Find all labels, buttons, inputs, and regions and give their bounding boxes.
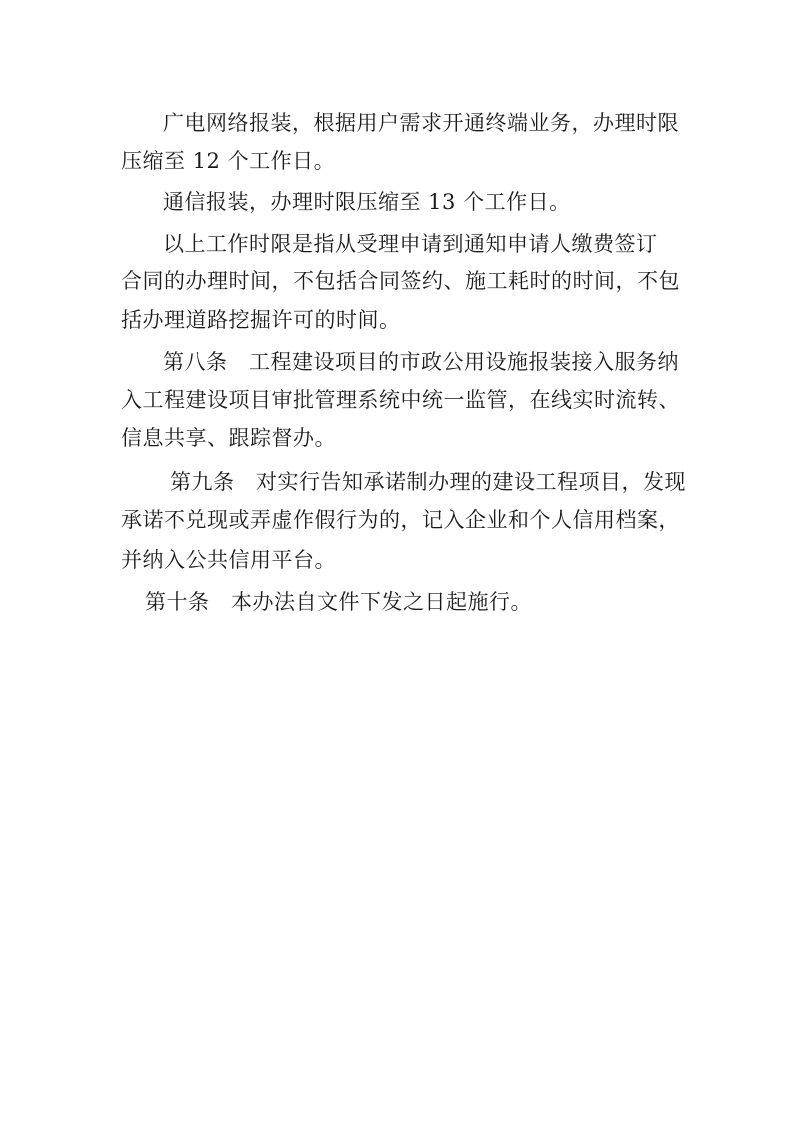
paragraph-line: 并纳入公共信用平台。 [121, 548, 336, 572]
paragraph-line: 括办理道路挖掘许可的时间。 [121, 308, 401, 332]
paragraph-line: 信息共享、跟踪督办。 [121, 426, 336, 450]
paragraph-line: 以上工作时限是指从受理申请到通知申请人缴费签订 [163, 232, 658, 256]
article-8-line: 第八条 工程建设项目的市政公用设施报装接入服务纳 [163, 350, 679, 374]
paragraph-line: 广电网络报装，根据用户需求开通终端业务，办理时限 [163, 111, 679, 135]
paragraph-line: 通信报装，办理时限压缩至 13 个工作日。 [163, 190, 571, 214]
paragraph-line: 承诺不兑现或弄虚作假行为的，记入企业和个人信用档案， [121, 508, 680, 532]
paragraph-line: 压缩至 12 个工作日。 [121, 149, 336, 173]
article-9-line: 第九条 对实行告知承诺制办理的建设工程项目，发现 [170, 470, 686, 494]
paragraph-line: 入工程建设项目审批管理系统中统一监管，在线实时流转、 [121, 388, 680, 412]
paragraph-line: 合同的办理时间，不包括合同签约、施工耗时的时间，不包 [121, 269, 680, 293]
article-10-line: 第十条 本办法自文件下发之日起施行。 [145, 590, 532, 614]
